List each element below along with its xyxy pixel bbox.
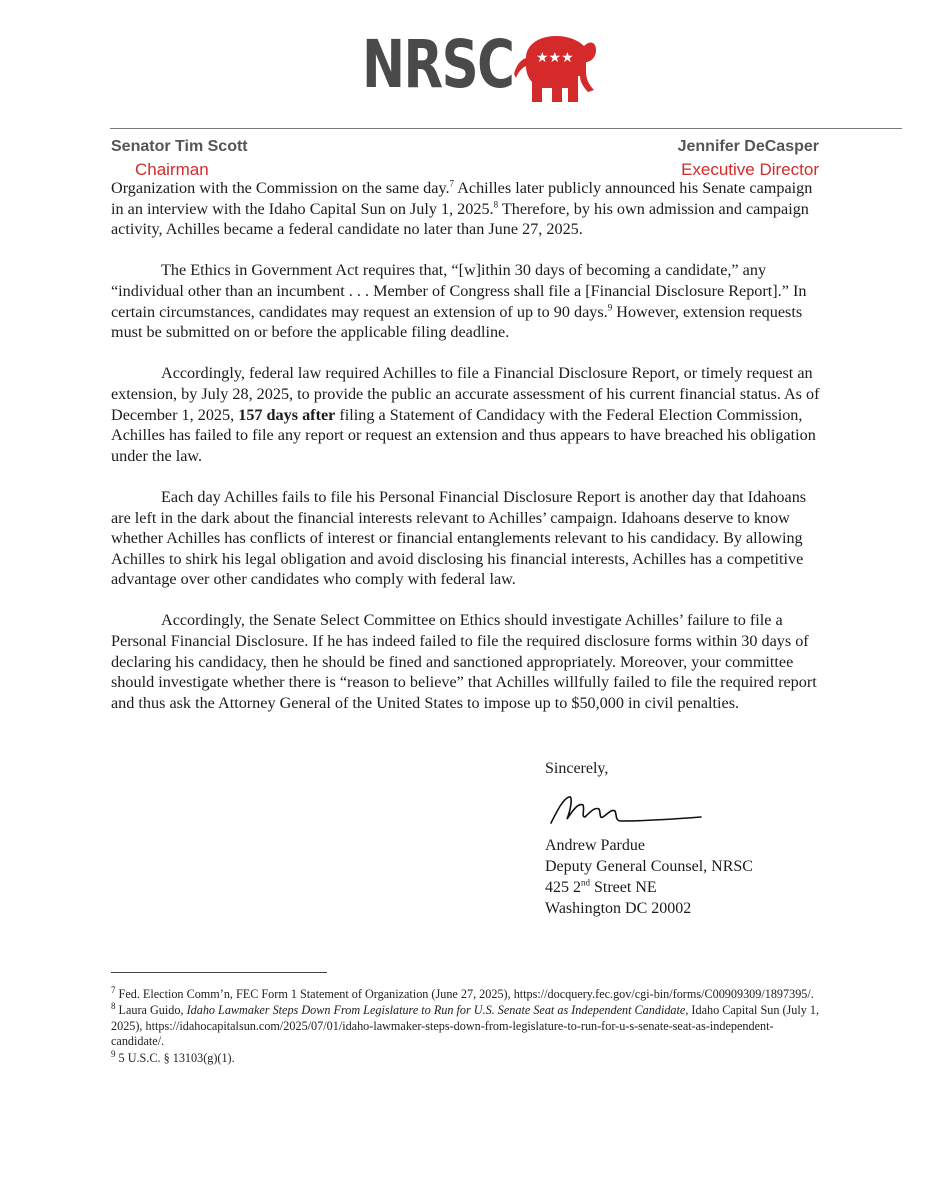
elephant-icon xyxy=(512,28,598,110)
footnote-ref-9: 9 xyxy=(607,302,613,313)
letterhead-divider xyxy=(110,128,902,129)
footnote-ref-8: 8 xyxy=(493,199,499,210)
footnote-9: $^9$ 5 U.S.C. § 13103(g)(1). xyxy=(111,1048,235,1065)
closing: Sincerely, xyxy=(545,760,609,777)
address-line-2: Washington DC 20002 xyxy=(545,900,692,917)
signer-name: Andrew Pardue xyxy=(545,837,645,854)
emphasis-days: 157 days after xyxy=(238,405,336,424)
paragraph-1: Organization with the Commission on the same day.$^7$ Achilles later publicly announced his Senate campaign in an interview with the Idaho Capital Sun on July 1, 2025.$^8$ Therefore, by his own admission and campaign activity, Achilles became a federal candidate no later than June 27, 2025. xyxy=(111,178,813,239)
paragraph-4: Each day Achilles fails to file his Personal Financial Disclosure Report is another day that Idahoans are left in the dark about the financial interests relevant to Achilles’ campaign. Idahoans deserve to know whether Achilles has conflicts of interest or financial entanglements relevant to his candidacy. By allowing Achilles to shirk his legal obligation and avoid disclosing his financial interests, Achilles has a competitive advantage over other candidates who comply with federal law. xyxy=(111,487,807,589)
paragraph-3: Accordingly, federal law required Achilles to file a Financial Disclosure Report, or timely request an extension, by July 28, 2025, to provide the public an accurate assessment of his current financial status. As of December 1, 2025, 157 days after filing a Statement of Candidacy with the Federal Election Commission, Achilles has failed to file any report or request an extension and thus appears to have breached his obligation under the law. xyxy=(111,364,820,465)
executive-director-title: Executive Director xyxy=(681,160,819,179)
svg-text:★★★: ★★★ xyxy=(536,50,574,66)
nrsc-logo xyxy=(362,22,602,114)
signer-title: Deputy General Counsel, NRSC xyxy=(545,858,753,875)
chairman-title: Chairman xyxy=(135,160,209,179)
letter-body xyxy=(111,178,825,734)
footnote-divider xyxy=(111,972,327,973)
signature-block xyxy=(545,758,753,919)
executive-director-name: Jennifer DeCasper xyxy=(677,138,819,155)
footnote-ref-7: 7 xyxy=(449,178,455,189)
paragraph-2: The Ethics in Government Act requires that, “[w]ithin 30 days of becoming a candidate,” any “individual other than an incumbent . . . Member of Congress shall file a [Financial Disclosure Report].” In certain circumstances, candidates may request an extension of up to 90 days.$^9$ However, extension requests must be submitted on or before the applicable filing deadline. xyxy=(111,261,807,342)
footnotes xyxy=(111,984,821,1067)
footnote-8: $^8$ Laura Guido, Idaho Lawmaker Steps Down From Legislature to Run for U.S. Senate Seat as Independent Candidate, Idaho Capital Sun (July 1, 2025), https://idahocapitalsun.com/2025/07/01/idaho-lawmaker-steps-down-from-legislature-to-run-for-u-s-senate-seat-as-independent-candidate/. xyxy=(111,1001,820,1049)
paragraph-5: Accordingly, the Senate Select Committee on Ethics should investigate Achilles’ failure to file a Personal Financial Disclosure. If he has indeed failed to file the required disclosure forms within 30 days of declaring his candidacy, then he should be fined and sanctioned appropriately. Moreover, your committee should investigate whether there is “reason to believe” that Achilles willfully failed to file the required report and thus ask the Attorney General of the United States to impose up to $50,000 in civil penalties. xyxy=(111,611,817,712)
nrsc-wordmark: NRSC xyxy=(362,26,514,103)
footnote-7: $^7$ Fed. Election Comm’n, FEC Form 1 Statement of Organization (June 27, 2025), https://docquery.fec.gov/cgi-bin/forms/C00909309/1897395/. xyxy=(111,984,814,1001)
address-line-1: 425 2nd Street NE xyxy=(545,877,657,896)
chairman-name: Senator Tim Scott xyxy=(111,138,248,155)
handwritten-signature xyxy=(545,791,705,831)
